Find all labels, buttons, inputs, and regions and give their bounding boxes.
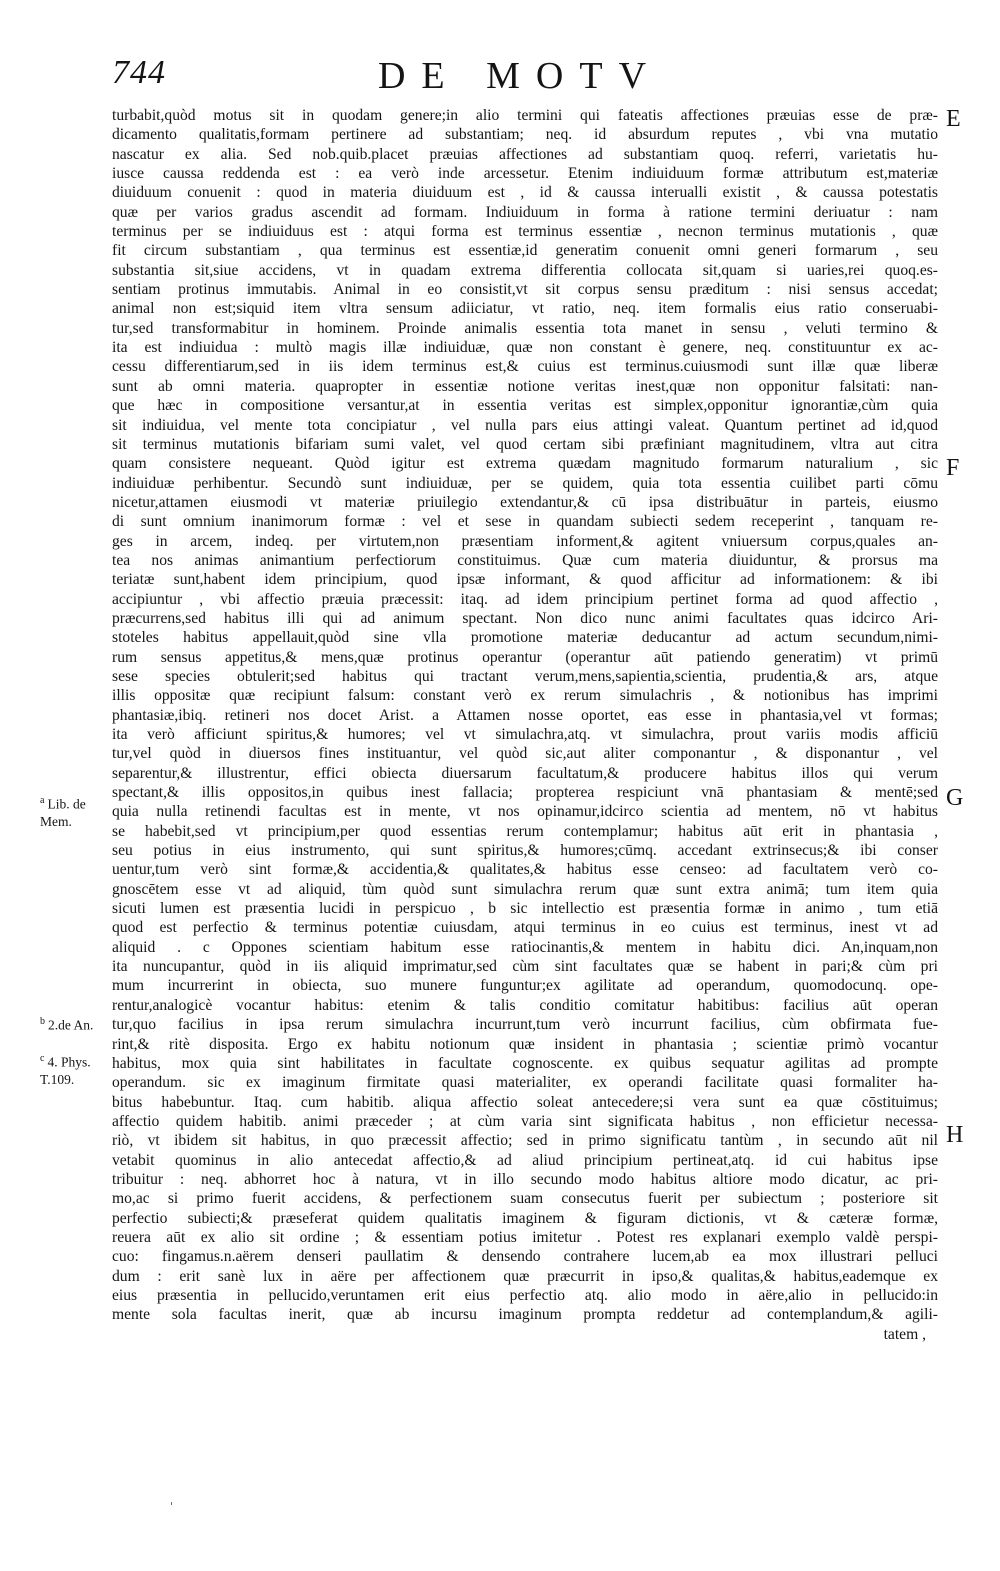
text-line: iusce caussa reddenda est : ea verò inde arcessetur. Etenim indiuiduum formæ attributum est,materiæ bbox=[112, 165, 938, 183]
section-letter-e: E bbox=[946, 106, 961, 132]
text-line: tatem , bbox=[883, 1325, 926, 1343]
margin-note-text: 2.de An. bbox=[48, 1017, 94, 1033]
text-line: mente sola facultas inerit, quæ ab incursu imaginum prompta reddetur ad contemplandum,& agili- bbox=[112, 1306, 938, 1324]
text-line: reuera aūt ex alio sit ordine ; & essentiam potius imitetur . Potest res explanari exemplo valdè perspi- bbox=[112, 1228, 938, 1246]
text-line: quia nulla retinendi facultas est in mente, vt nos opinamur,idcirco scientia ad mentem, nō vt habitus bbox=[112, 803, 938, 821]
margin-note-text: 4. Phys. T.109. bbox=[40, 1054, 91, 1087]
section-letter-h: H bbox=[946, 1122, 964, 1148]
text-line: ges in arcem, indeq. per virtutem,non præsentiam informent,& agitent vniuersum corpus,quales an- bbox=[112, 532, 938, 550]
text-line: rentur,analogicè vocantur habitus: etenim & talis conditio comitatur habitibus: facilius aūt operan bbox=[112, 996, 938, 1014]
text-line: dicamento qualitatis,formam pertinere ad substantiam; neq. id absurdum reputes , vbi vna mutatio bbox=[112, 126, 938, 144]
text-line: tribuitur : neq. abhorret hoc à natura, vt in illo secundo modo habitus altiore modo dicatur, ac pri- bbox=[112, 1170, 938, 1188]
footnote-mark: a bbox=[40, 795, 45, 806]
text-line: mum incurrerint in obiecta, suo munere funguntur;ex agilitate ad operandum, quomodocunq. ope- bbox=[112, 977, 938, 995]
text-line: tur,vel quòd in diuersos fines instituantur, vel quòd sic,aut aliter componantur , & disponantur , vel bbox=[112, 745, 938, 763]
text-line: di sunt omnium inanimorum formæ : vel et sese in quandam subiecti sedem receperint , tanquam re- bbox=[112, 513, 938, 531]
margin-note-b bbox=[40, 1013, 112, 1034]
text-line: rint,& ritè disposita. Ergo ex habitu notionum quæ insident in phantasia ; scientiæ primò vocantur bbox=[112, 1035, 938, 1053]
text-line: sit indiuidua, vel mente tota concipiatur , vel nulla pars eius attingi valeat. Quantum pertinet ad id,quod bbox=[112, 416, 938, 434]
footnote-mark: c bbox=[40, 1053, 45, 1064]
text-line: ita est indiuidua : multò magis illæ indiuiduæ, quæ non constant è genere, neq. constituuntur ex ac- bbox=[112, 339, 938, 357]
text-line: vetabit quominus in alio antecedat affectio,& ad aliud principium pertineat,atq. id cui habitus ipse bbox=[112, 1151, 938, 1169]
text-line: stoteles habitus appellauit,quòd sine vlla promotione materiæ deducantur ad actum secundum,nimi- bbox=[112, 629, 938, 647]
text-line: sunt ab omni materia. quapropter in essentiæ notione veritas inest,quæ non opponitur falsitati: nan- bbox=[112, 377, 938, 395]
text-line: bitus habebuntur. Itaq. cum habitib. aliqua affectio soleat antecedere;si vera sunt ea quæ cōstituimus; bbox=[112, 1093, 938, 1111]
text-line: que hæc in compositione versantur,at in essentia veritas est simplex,opponitur ignorantiæ,cùm quia bbox=[112, 397, 938, 415]
text-line: diuiduum conuenit : quod in materia diuiduum est , id & caussa interualli existit , & caussa potestatis bbox=[112, 184, 938, 202]
text-line: affectio quidem habitib. animi præceder ; at cùm varia sint significata habitus , non efficietur necessa- bbox=[112, 1112, 938, 1130]
text-line: separentur,& illustrentur, effici obiecta diuersarum facultatum,& producere habitus illos qui verum bbox=[112, 764, 938, 782]
text-line: riò, vt ibidem sit habitus, in quo præcessit affectio; sed in primo significatu tantùm , in secundo aūt nil bbox=[112, 1132, 938, 1150]
text-line: sit terminus mutationis bifariam sumi valet, vel quod certam sibi præfiniant magnitudinem, vltra aut citra bbox=[112, 435, 938, 453]
text-line: mo,ac si primo fuerit accidens, & perfectionem suam consecutus fuerit per subiectum ; posteriore sit bbox=[112, 1190, 938, 1208]
text-line: accipiuntur , vbi affectio præuia præcessit: itaq. ad idem principium pertinet forma ad quod affectio , bbox=[112, 590, 938, 608]
text-line: operandum. sic ex imaginum firmitate quasi materialiter, ex operandi facilitate quasi formaliter ha- bbox=[112, 1074, 938, 1092]
text-line: cessu differentiarum,sed in iis idem terminus est,& cuius est terminus.cuiusmodi sunt illæ quæ liberæ bbox=[112, 358, 938, 376]
text-line: perfectio subiecti;& præseferat quidem qualitatis imaginem & figuram dictionis, vt & cæteræ formæ, bbox=[112, 1209, 938, 1227]
text-line: indiuiduæ perhibentur. Secundò sunt indiuiduæ, per se quidem, quia tota essentia cuilibet parti cōmu bbox=[112, 474, 938, 492]
text-line: sese species obtulerit;sed habitus qui tractant verum,mens,sapientia,scientia, prudentia,& ars, atque bbox=[112, 667, 938, 685]
text-line: quæ per varios gradus ascendit ad formam. Indiuiduum in forma à ratione termini deriuatur : nam bbox=[112, 203, 938, 221]
printer-mark: ' bbox=[170, 1500, 174, 1513]
text-line: nicetur,attamen eiusmodi vt materiæ priuilegio extendantur,& cū ipsa distribuātur in parteis, eiusmo bbox=[112, 493, 938, 511]
text-line: tur,quo facilius in ipsa rerum simulachra incurrunt,tum verò incurrunt facilius, cùm obfirmata fue- bbox=[112, 1016, 938, 1034]
text-line: sicuti lumen est præsentia lucidi in perspicuo , b sic intellectio est præsentia formæ in animo , tum etiā bbox=[112, 900, 938, 918]
text-line: tur,sed transformabitur in hominem. Proinde animalis essentia tota manet in sensu , veluti termino & bbox=[112, 319, 938, 337]
margin-note-a bbox=[40, 792, 112, 830]
text-line: sentiam protinus immutabis. Animal in eo consistit,vt sit corpus sensu præditum : nisi sensus accedat; bbox=[112, 281, 938, 299]
text-line: animal non est;siquid item vltra sensum adiiciatur, vt ratio, neq. item formalis eius ratio conseruabi- bbox=[112, 300, 938, 318]
text-line: quam consistere nequeant. Quòd igitur est extrema quædam magnitudo formarum naturalium , sic bbox=[112, 455, 938, 473]
text-line: teriatæ sunt,habent idem principium, quod ipsæ informant, & quod afficitur ad informationem: & ibi bbox=[112, 571, 938, 589]
margin-note-c bbox=[40, 1050, 112, 1088]
text-line: turbabit,quòd motus sit in quodam genere;in alio termini qui fateatis affectiones præuias esse de præ- bbox=[112, 107, 938, 124]
text-line: illis oppositæ quæ recipiunt falsum: constant verò ex rerum simulachris , & notionibus has imprimi bbox=[112, 687, 938, 705]
page-number: 744 bbox=[112, 54, 166, 91]
text-line: habitus, mox quia sint habilitates in facultate cognoscente. ex quibus sequatur agilitas ad prompte bbox=[112, 1054, 938, 1072]
text-line: ita verò afficiunt spiritus,& humores; vel vt simulachra,atq. vt simulachra, prout variis modis afficiū bbox=[112, 726, 938, 743]
footnote-mark: b bbox=[40, 1016, 45, 1027]
text-line: tea nos animas animantium perfectiorum constituimus. Quæ cum materia diuiduntur, & prorsus ma bbox=[112, 551, 938, 569]
text-line: cuo: fingamus.n.aërem denseri paullatim & densendo contrahere lucem,ab ea mox illustrari pelluci bbox=[112, 1248, 938, 1266]
text-line: dum : erit sanè lux in aëre per affectionem quæ præcurrit in ipso,& qualitas,& habitus,eademque ex bbox=[112, 1267, 938, 1285]
text-line: seu potius in eius instrumento, qui sunt spiritus,& humores;cūmq. accedant extrinsecus;& ibi conser bbox=[112, 842, 938, 860]
text-line: spectant,& illis oppositos,in quibus inest fallacia; propterea respiciunt vnā phantasiam & mentē;sed bbox=[112, 784, 938, 802]
text-line: uentur,tum verò sint formæ,& accidentia,& qualitates,& habitus esse censeo: ad facultatem verò co- bbox=[112, 861, 938, 879]
body-text bbox=[112, 106, 938, 1344]
section-letter-g: G bbox=[946, 785, 964, 811]
margin-note-text: Lib. de Mem. bbox=[40, 796, 86, 829]
text-line: substantia sit,siue accidens, vt in quadam extrema differentia collocata sit,quam si uaries,rei quoq.es- bbox=[112, 261, 938, 279]
text-line: præcurrens,sed habitus illi qui ad animum spectant. Non dico nunc animi facultates quas idcirco Ari- bbox=[112, 609, 938, 627]
section-letter-f: F bbox=[946, 455, 960, 481]
text-line: eius præsentia in pellucido,veruntamen erit eius perfectio atq. alio modo in aëre,alio in pellucido:in bbox=[112, 1286, 938, 1304]
text-line: terminus per se indiuiduus est : atqui forma est terminus essentiæ , necnon terminus mutationis , quæ bbox=[112, 223, 938, 241]
text-line: gnoscētem esse vt ad aliquid, tùm quòd sunt simulachra rerum quæ sunt extra animā; tum item quia bbox=[112, 880, 938, 898]
text-line: quod est perfectio & terminus potentiæ cuiusdam, atqui terminus in eo cuius est terminus, inest vt ad bbox=[112, 919, 938, 937]
page-header bbox=[0, 54, 1000, 104]
text-line: phantasiæ,ibiq. retineri nos docet Arist. a Attamen nosse oportet, eas esse in phantasia,vel vt formas; bbox=[112, 706, 938, 724]
text-line: se habebit,sed vt principium,per quod essentias rerum contemplamur; habitus aūt erit in phantasia , bbox=[112, 822, 938, 840]
text-line: aliquid . c Oppones scientiam habitum esse ratiocinantis,& mentem in habitu dici. An,inquam,non bbox=[112, 938, 938, 956]
text-line: fit circum substantiam , qua terminus est essentiæ,id generatim conuenit omni generi formarum , seu bbox=[112, 242, 938, 260]
text-line: nascatur ex alia. Sed nob.quib.placet præuias affectiones ad substantiam quoq. referri, varietatis hu- bbox=[112, 145, 938, 163]
text-line: ita nuncupantur, quòd in iis aliquid imprimatur,sed cùm sint facultates quæ se habent in pari;& cùm pri bbox=[112, 958, 938, 976]
text-line: rum sensus appetitus,& mens,quæ protinus operantur (operantur aūt patiendo generatim) vt primū bbox=[112, 648, 938, 666]
running-title: DE MOTV bbox=[377, 55, 663, 97]
